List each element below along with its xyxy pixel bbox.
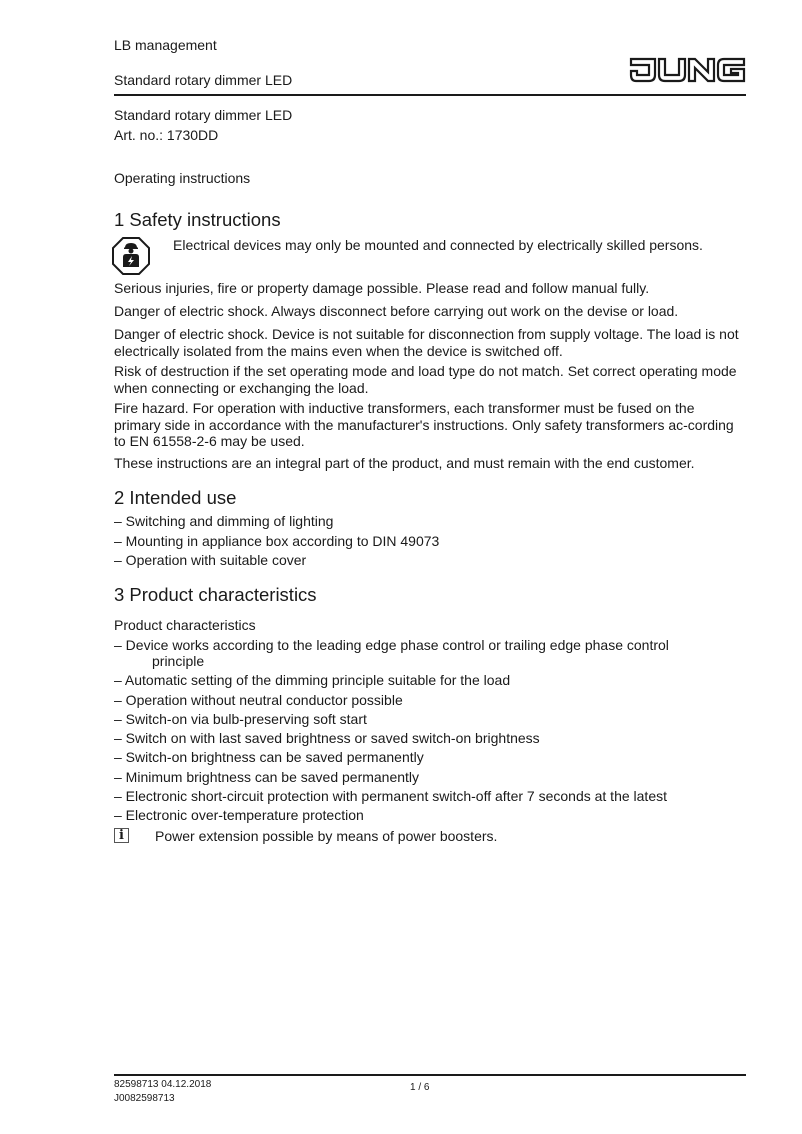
header-product: Standard rotary dimmer LED	[114, 72, 293, 88]
header-category: LB management	[114, 37, 217, 53]
safety-paragraph: Fire hazard. For operation with inductive transformers, each transformer must be fused on the primary side in accordance with the manufacturer's instructions. Only safety transformers ac-cording to EN 61558-2-6 may be used.	[114, 400, 734, 449]
section-title-intended-use: 2 Intended use	[114, 487, 237, 508]
list-item: – Device works according to the leading edge phase control or trailing edge phase control	[114, 637, 669, 653]
jung-logo	[628, 55, 746, 85]
footer-doc-id-date: 82598713 04.12.2018	[114, 1079, 212, 1090]
list-item: – Switching and dimming of lighting	[114, 513, 334, 529]
info-icon: i	[114, 828, 129, 843]
list-item-continuation: principle	[152, 653, 205, 669]
section-title-safety: 1 Safety instructions	[114, 209, 281, 230]
jung-logo-icon	[628, 55, 746, 85]
list-item: – Minimum brightness can be saved permanently	[114, 769, 420, 785]
safety-paragraph: Risk of destruction if the set operating mode and load type do not match. Set correct operating mode when connecting or exchanging the load.	[114, 363, 737, 396]
list-item: – Operation with suitable cover	[114, 552, 307, 568]
footer-code: J0082598713	[114, 1093, 175, 1104]
safety-paragraph: Danger of electric shock. Device is not suitable for disconnection from supply voltage. The load is not electrically isolated from the mains even when the device is switched off.	[114, 326, 739, 359]
characteristics-subtitle: Product characteristics	[114, 617, 256, 633]
list-item: – Switch-on brightness can be saved permanently	[114, 749, 424, 765]
section-title-characteristics: 3 Product characteristics	[114, 584, 317, 605]
skilled-persons-notice: Electrical devices may only be mounted and connected by electrically skilled persons.	[173, 237, 703, 253]
list-item: – Switch on with last saved brightness or saved switch-on brightness	[114, 730, 540, 746]
list-item: – Electronic short-circuit protection with permanent switch-off after 7 seconds at the latest	[114, 788, 667, 804]
list-item: – Switch-on via bulb-preserving soft start	[114, 711, 367, 727]
list-item: – Mounting in appliance box according to DIN 49073	[114, 533, 440, 549]
footer-divider	[114, 1074, 746, 1076]
document-type: Operating instructions	[114, 170, 251, 186]
safety-paragraph: Danger of electric shock. Always disconnect before carrying out work on the devise or load.	[114, 303, 679, 319]
info-note: Power extension possible by means of power boosters.	[155, 828, 498, 844]
page-number: 1 / 6	[410, 1082, 430, 1093]
safety-paragraph: Serious injuries, fire or property damage possible. Please read and follow manual fully.	[114, 280, 650, 296]
safety-paragraph: These instructions are an integral part of the product, and must remain with the end customer.	[114, 455, 695, 471]
electrician-warning-icon	[111, 236, 151, 276]
header-divider	[114, 94, 746, 96]
list-item: – Operation without neutral conductor possible	[114, 692, 403, 708]
product-name: Standard rotary dimmer LED	[114, 107, 293, 123]
article-number: Art. no.: 1730DD	[114, 127, 219, 143]
list-item: – Automatic setting of the dimming principle suitable for the load	[114, 672, 511, 688]
list-item: – Electronic over-temperature protection	[114, 807, 364, 823]
